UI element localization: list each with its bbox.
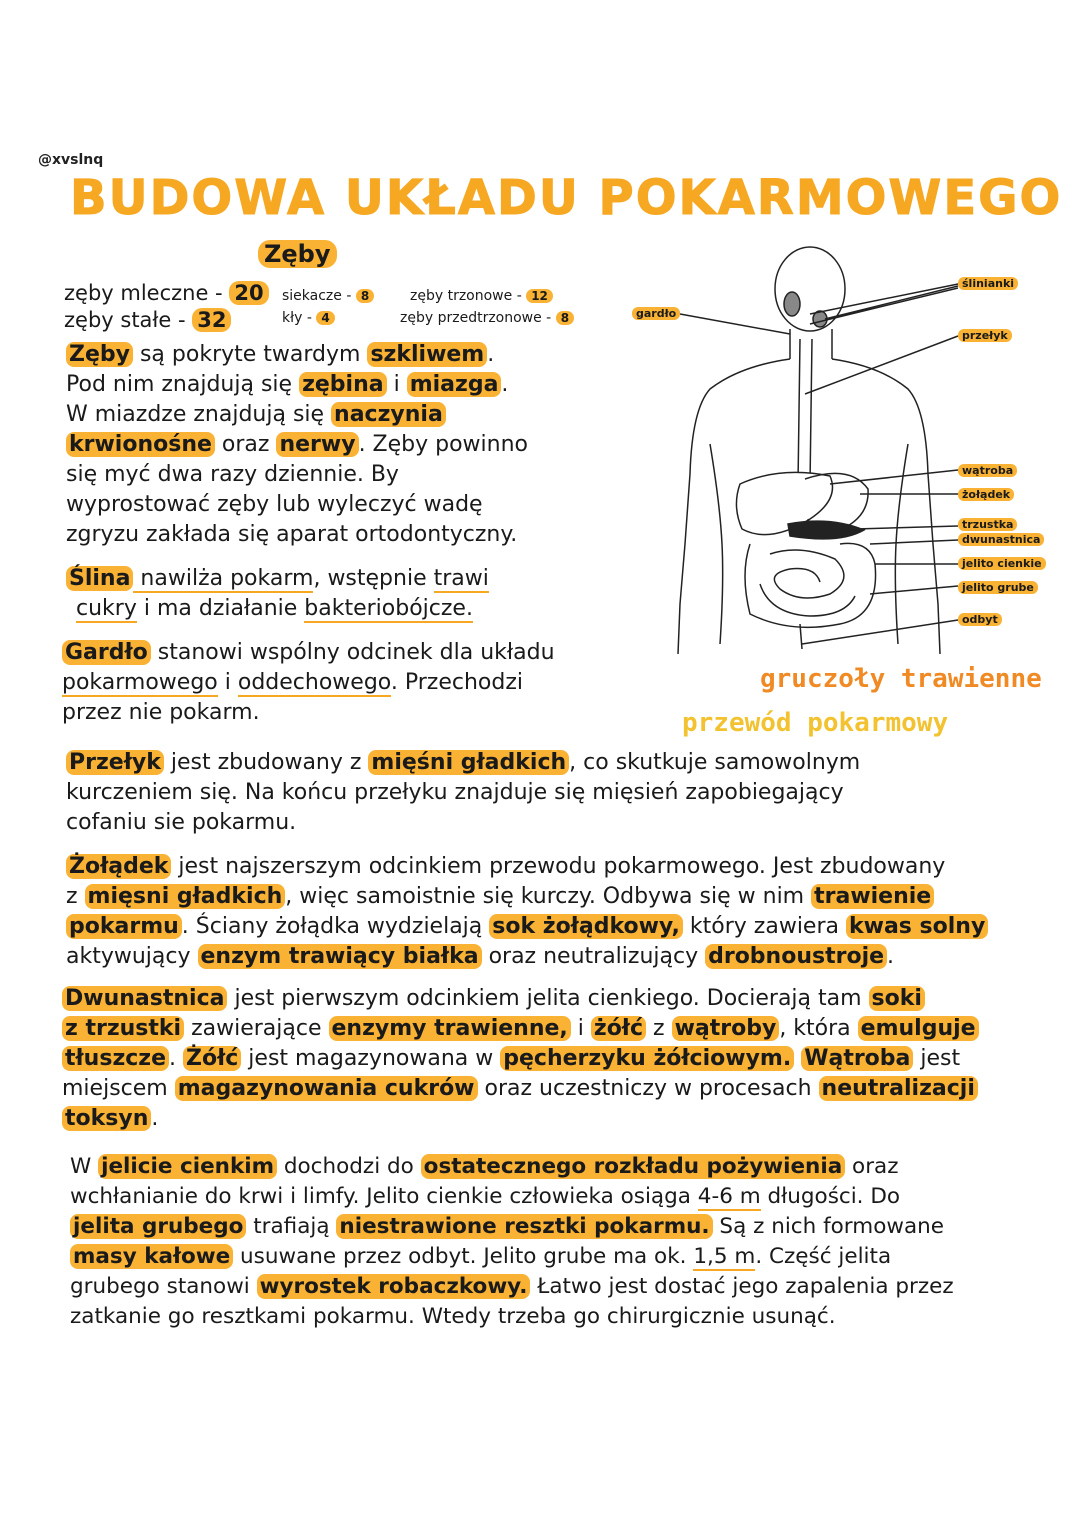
text: dochodzi do <box>277 1154 421 1179</box>
text: z <box>646 1016 672 1041</box>
text: Są z nich formowane <box>712 1214 944 1239</box>
canines-label: kły - <box>282 310 312 326</box>
hl-wyrostek: wyrostek robaczkowy. <box>257 1274 531 1299</box>
paragraph-teeth <box>66 340 528 550</box>
hl-toksyn: toksyn <box>62 1106 151 1131</box>
permanent-teeth-label: zęby stałe - <box>64 308 186 332</box>
text: . Część jelita <box>755 1244 892 1269</box>
text: i ma działanie <box>136 596 305 621</box>
paragraph-intestines <box>70 1152 954 1332</box>
text: . <box>151 1106 159 1131</box>
text: . Ściany żołądka wydzielają <box>181 914 490 939</box>
hl-rozklad: ostatecznego rozkładu pożywienia <box>421 1154 846 1179</box>
legend-glands: gruczoły trawienne <box>760 664 1042 694</box>
text: i <box>217 670 238 695</box>
hl-krwionosne: krwionośne <box>66 432 215 457</box>
hl-zeby: Zęby <box>66 342 133 367</box>
milk-teeth-label: zęby mleczne - <box>64 281 223 305</box>
text: W <box>70 1154 99 1179</box>
text: wyprostować zęby lub wyleczyć wadę <box>66 492 483 517</box>
text: jest <box>913 1046 961 1071</box>
hl-zolc2: Żółć <box>183 1046 241 1071</box>
hl-niestrawione: niestrawione resztki pokarmu. <box>336 1214 712 1239</box>
text: miejscem <box>62 1076 175 1101</box>
text: oraz <box>214 432 277 457</box>
hl-soki: soki <box>869 986 925 1011</box>
incisors-value: 8 <box>356 289 374 303</box>
ul-text: nawilża pokarm <box>133 566 314 591</box>
text: jest magazynowana w <box>241 1046 501 1071</box>
teeth-types-right <box>400 285 574 329</box>
text: zawierające <box>184 1016 329 1041</box>
text: , więc samoistnie się kurczy. Odbywa się w nim <box>285 884 812 909</box>
hl-zoladek: Żołądek <box>66 854 171 879</box>
hl-enzym: enzym trawiący białka <box>198 944 482 969</box>
hl-magazynowania: magazynowania cukrów <box>175 1076 478 1101</box>
hl-watroby: wątroby <box>672 1016 780 1041</box>
milk-teeth-value: 20 <box>229 281 268 305</box>
text: usuwane przez odbyt. Jelito grube ma ok. <box>233 1244 694 1269</box>
label-zoladek: żołądek <box>958 488 1014 501</box>
paragraph-saliva <box>66 564 489 624</box>
hl-drobnoustroje: drobnoustroje <box>705 944 887 969</box>
hl-jelicie: jelicie cienkim <box>98 1154 277 1179</box>
hl-watroba: Wątroba <box>801 1046 913 1071</box>
label-gardlo: gardło <box>632 307 680 320</box>
ul-text: 4-6 m <box>697 1184 761 1209</box>
text: i <box>386 372 407 397</box>
text: . Zęby powinno <box>358 432 529 457</box>
label-przelyk: przełyk <box>958 329 1012 342</box>
text: W miazdze znajdują się <box>66 402 332 427</box>
hl-naczynia: naczynia <box>331 402 446 427</box>
label-dwunastnica: dwunastnica <box>958 533 1044 546</box>
teeth-counts-main <box>64 280 269 334</box>
text: jest najszerszym odcinkiem przewodu pokarmowego. Jest zbudowany <box>171 854 946 879</box>
premolars-label: zęby przedtrzonowe - <box>400 310 552 326</box>
permanent-teeth-value: 32 <box>192 308 231 332</box>
text: oraz uczestniczy w procesach <box>477 1076 819 1101</box>
hl-masy: masy kałowe <box>70 1244 233 1269</box>
text: . <box>169 1046 184 1071</box>
text: są pokryte twardym <box>132 342 368 367</box>
text: , co skutkuje samowolnym <box>569 750 861 775</box>
incisors-label: siekacze - <box>282 288 352 304</box>
hl-gardlo: Gardło <box>62 640 151 665</box>
ul-text: cukry <box>76 596 137 621</box>
molars-value: 12 <box>526 289 553 303</box>
teeth-heading: Zęby <box>258 240 337 268</box>
hl-sok: sok żołądkowy, <box>489 914 683 939</box>
paragraph-duodenum <box>62 984 979 1134</box>
text: Łatwo jest dostać jego zapalenia przez <box>530 1274 954 1299</box>
text: grubego stanowi <box>70 1274 257 1299</box>
text: cofaniu sie pokarmu. <box>66 810 297 835</box>
text: z <box>66 884 85 909</box>
hl-szkliwo: szkliwem <box>367 342 487 367</box>
text: . Przechodzi <box>390 670 523 695</box>
text: oraz <box>845 1154 899 1179</box>
hl-dwunastnica: Dwunastnica <box>62 986 227 1011</box>
hl-enzymy: enzymy trawienne, <box>329 1016 571 1041</box>
hl-zolc: żółć <box>591 1016 646 1041</box>
ul-text: bakteriobójcze. <box>304 596 473 621</box>
hl-pokarmu: pokarmu <box>66 914 182 939</box>
text: kurczeniem się. Na końcu przełyku znajduje się mięsień zapobiegający <box>66 780 844 805</box>
text: długości. Do <box>760 1184 901 1209</box>
hl-trawienie: trawienie <box>811 884 934 909</box>
label-jelito-grube: jelito grube <box>958 581 1038 594</box>
text: oraz neutralizujący <box>481 944 706 969</box>
text: . <box>887 944 895 969</box>
text: się myć dwa razy dziennie. By <box>66 462 399 487</box>
paragraph-stomach <box>66 852 988 972</box>
hl-emulguje: emulguje <box>858 1016 979 1041</box>
paragraph-throat <box>62 638 555 728</box>
ul-text: pokarmowego <box>62 670 218 695</box>
ul-text: trawi <box>433 566 489 591</box>
hl-zebina: zębina <box>299 372 387 397</box>
hl-jelita-grubego: jelita grubego <box>70 1214 246 1239</box>
text: aktywujący <box>66 944 198 969</box>
canines-value: 4 <box>316 311 334 325</box>
text: zgryzu zakłada się aparat ortodontyczny. <box>66 522 518 547</box>
text: . <box>487 342 495 367</box>
hl-trzustki: z trzustki <box>62 1016 184 1041</box>
ul-text: 1,5 m <box>693 1244 756 1269</box>
text: jest pierwszym odcinkiem jelita cienkiego. Docierają tam <box>227 986 869 1011</box>
text: . <box>501 372 509 397</box>
label-slinianki: ślinianki <box>958 277 1018 290</box>
hl-miazga: miazga <box>407 372 502 397</box>
label-odbyt: odbyt <box>958 613 1002 626</box>
hl-miesni: mięsni gładkich <box>85 884 286 909</box>
text: jest zbudowany z <box>163 750 369 775</box>
text: zatkanie go resztkami pokarmu. Wtedy trzeba go chirurgicznie usunąć. <box>70 1304 836 1329</box>
hl-slina: Ślina <box>66 566 133 591</box>
page-title: BUDOWA UKŁADU POKARMOWEGO <box>70 170 1063 226</box>
hl-tluszcze: tłuszcze <box>62 1046 169 1071</box>
hl-kwas: kwas solny <box>846 914 988 939</box>
label-watroba: wątroba <box>958 464 1017 477</box>
text: trafiają <box>246 1214 337 1239</box>
premolars-value: 8 <box>556 311 574 325</box>
label-trzustka: trzustka <box>958 518 1017 531</box>
text: i <box>570 1016 591 1041</box>
text: Pod nim znajdują się <box>66 372 300 397</box>
legend-tract: przewód pokarmowy <box>682 708 949 738</box>
hl-pecherzyk: pęcherzyku żółciowym. <box>500 1046 794 1071</box>
hl-miesnie: mięśni gładkich <box>368 750 569 775</box>
molars-label: zęby trzonowe - <box>410 288 522 304</box>
author-handle: @xvslnq <box>38 152 104 168</box>
hl-przelyk: Przełyk <box>66 750 164 775</box>
text: , która <box>779 1016 858 1041</box>
text: wchłanianie do krwi i limfy. Jelito cienkie człowieka osiąga <box>70 1184 698 1209</box>
text: , wstępnie <box>313 566 434 591</box>
text: który zawiera <box>682 914 846 939</box>
hl-nerwy: nerwy <box>276 432 358 457</box>
hl-neutralizacji: neutralizacji <box>819 1076 978 1101</box>
digestive-diagram <box>640 244 1040 664</box>
text: stanowi wspólny odcinek dla układu <box>150 640 555 665</box>
label-jelito-cienkie: jelito cienkie <box>958 557 1046 570</box>
teeth-types-left <box>282 285 374 329</box>
paragraph-esophagus <box>66 748 860 838</box>
text: przez nie pokarm. <box>62 700 260 725</box>
ul-text: oddechowego <box>237 670 391 695</box>
